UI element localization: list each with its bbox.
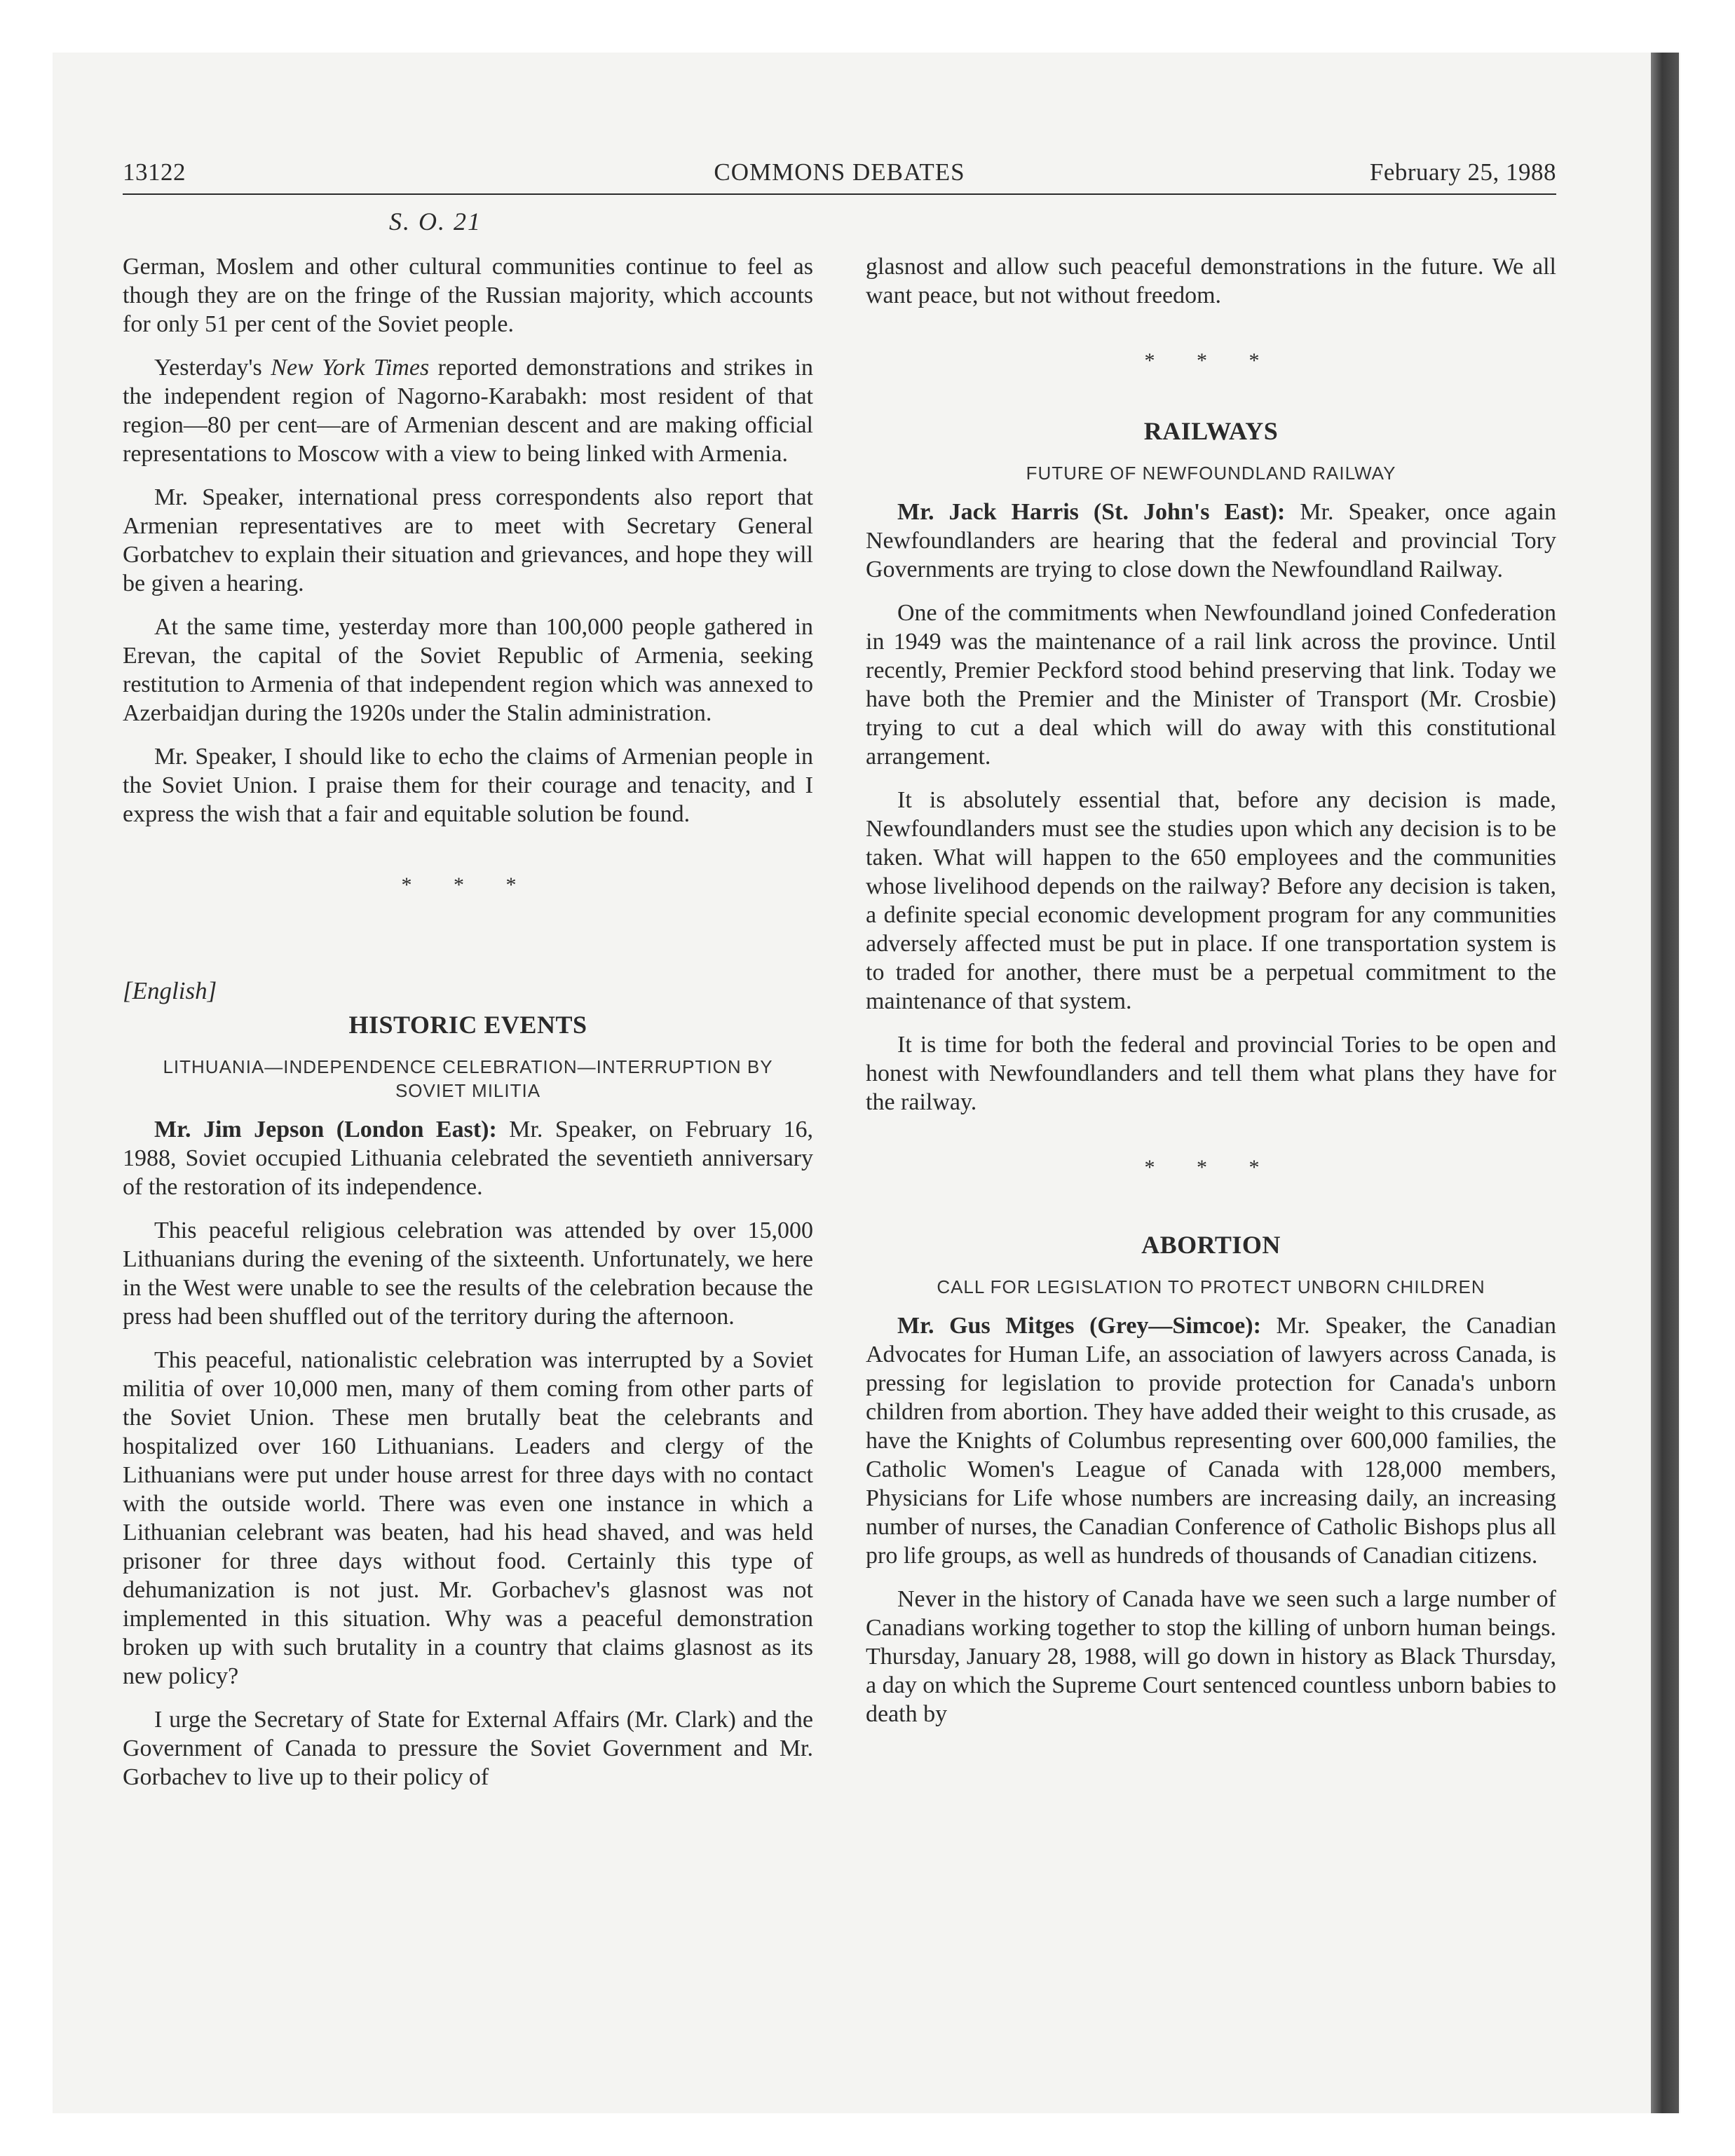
paragraph	[123, 1115, 813, 1201]
paragraph-text: Mr. Speaker, on February 16, 1988, Soviet occupied Lithuania celebrated the seventieth anniversary of the restoration of its independence.	[123, 1117, 813, 1200]
speaker-name: Mr. Gus Mitges (Grey—Simcoe):	[897, 1313, 1261, 1339]
page-number: 13122	[123, 158, 186, 186]
section-subheading: LITHUANIA—INDEPENDENCE CELEBRATION—INTERRUPTION BY SOVIET MILITIA	[163, 1056, 773, 1101]
paragraph-text: reported demonstrations and strikes in the independent region of Nagorno-Karabakh: most resident of that region—80 per cent—are of Armenian descent and are making official representations to Moscow with a view to being linked with Armenia.	[123, 355, 813, 467]
paragraph: glasnost and allow such peaceful demonstrations in the future. We all want peace, but not without freedom.	[866, 254, 1556, 308]
paragraph: This peaceful religious celebration was attended by over 15,000 Lithuanians during the evening of the sixteenth. Unfortunately, we here in the West were unable to see the results of the celebration because the press had been shuffled out of the territory during the afternoon.	[123, 1217, 813, 1330]
paragraph	[866, 1311, 1556, 1570]
section-separator: * * *	[1144, 349, 1278, 372]
paragraph: I urge the Secretary of State for External Affairs (Mr. Clark) and the Government of Canada to pressure the Soviet Government and Mr. Gorbachev to live up to their policy of	[123, 1707, 813, 1790]
running-header	[123, 158, 1556, 195]
paragraph-text: Yesterday's	[154, 355, 271, 381]
section-heading: HISTORIC EVENTS	[348, 1011, 587, 1039]
document-page	[123, 140, 1556, 2033]
section-subheading: CALL FOR LEGISLATION TO PROTECT UNBORN CHILDREN	[937, 1276, 1485, 1297]
language-note: [English]	[123, 977, 217, 1004]
paragraph: Mr. Speaker, I should like to echo the claims of Armenian people in the Soviet Union. I praise them for their courage and tenacity, and I express the wish that a fair and equitable solution be found.	[123, 744, 813, 827]
speaker-name: Mr. Jim Jepson (London East):	[154, 1117, 497, 1142]
header-rule	[123, 193, 1556, 195]
paragraph: Mr. Speaker, international press correspondents also report that Armenian representatives are to meet with Secretary General Gorbatchev to explain their situation and grievances, and hope they will be given a hearing.	[123, 484, 813, 596]
paragraph: Never in the history of Canada have we seen such a large number of Canadians working together to stop the killing of unborn human beings. Thursday, January 28, 1988, will go down in history as Black Thursday, a day on which the Supreme Court sentenced countless unborn babies to death by	[866, 1586, 1556, 1727]
book-spine-shadow	[1651, 53, 1679, 2113]
paragraph: One of the commitments when Newfoundland joined Confederation in 1949 was the maintenance of a rail link across the province. Until recently, Premier Peckford stood behind preserving that link. Today we have both the Premier and the Minister of Transport (Mr. Crosbie) trying to cut a deal which will do away with this constitutional arrangement.	[866, 600, 1556, 770]
paragraph: At the same time, yesterday more than 100,000 people gathered in Erevan, the capital of the Soviet Republic of Armenia, seeking restitution to Armenia of that independent region which was annexed to Azerbaidjan during the 1920s under the Stalin administration.	[123, 614, 813, 726]
standing-order-label: S. O. 21	[389, 207, 482, 236]
paragraph-text: Mr. Speaker, the Canadian Advocates for Human Life, an association of lawyers across Canada, is pressing for legislation to provide protection for Canada's unborn children from abortion. They have added their weight to this crusade, as have the Knights of Columbus representing over 600,000 families, the Catholic Women's League of Canada with 128,000 members, Physicians for Life whose numbers are increasing daily, an increasing number of nurses, the Canadian Conference of Catholic Bishops plus all pro life groups, as well as hundreds of thousands of Canadian citizens.	[866, 1313, 1556, 1569]
header-date: February 25, 1988	[1369, 158, 1556, 186]
right-column	[866, 252, 1556, 1743]
speaker-name: Mr. Jack Harris (St. John's East):	[897, 499, 1286, 525]
paragraph: It is absolutely essential that, before any decision is made, Newfoundlanders must see the studies upon which any decision is to be taken. What will happen to the 650 employees and the communities whose livelihood depends on the railway? Before any decision is taken, a definite special economic development program for any communities adversely affected must be put in place. If one transportation system is to traded for another, there must be a perpetual commitment to the maintenance of that system.	[866, 787, 1556, 1014]
section-separator: * * *	[401, 873, 535, 896]
section-subheading: FUTURE OF NEWFOUNDLAND RAILWAY	[1026, 463, 1396, 484]
paragraph: This peaceful, nationalistic celebration was interrupted by a Soviet militia of over 10,000 men, many of them coming from other parts of the Soviet Union. These men brutally beat the celebrants and hospitalized over 160 Lithuanians. Leaders and clergy of the Lithuanians were put under house arrest for three days with no contact with the outside world. There was even one instance in which a Lithuanian celebrant was beaten, had his head shaved, and was held prisoner for three days without food. Certainly this type of dehumanization is not just. Mr. Gorbachev's glasnost was not implemented in this situation. Why was a peaceful demonstration broken up with such brutality in a country that claims glasnost as its new policy?	[123, 1347, 813, 1689]
paragraph	[866, 498, 1556, 584]
paragraph: German, Moslem and other cultural communities continue to feel as though they are on the fringe of the Russian majority, which accounts for only 51 per cent of the Soviet people.	[123, 254, 813, 337]
section-heading: RAILWAYS	[1143, 417, 1279, 445]
newspaper-title: New York Times	[271, 355, 430, 381]
section-heading: ABORTION	[1141, 1231, 1281, 1259]
paragraph	[123, 353, 813, 468]
left-column	[123, 252, 813, 1806]
paragraph: It is time for both the federal and provincial Tories to be open and honest with Newfoundlanders and tell them what plans they have for the railway.	[866, 1032, 1556, 1115]
section-separator: * * *	[1144, 1156, 1278, 1179]
paragraph-text: Mr. Speaker, once again Newfoundlanders are hearing that the federal and provincial Tory Governments are trying to close down the Newfoundland Railway.	[866, 499, 1556, 582]
journal-title: COMMONS DEBATES	[714, 158, 965, 186]
